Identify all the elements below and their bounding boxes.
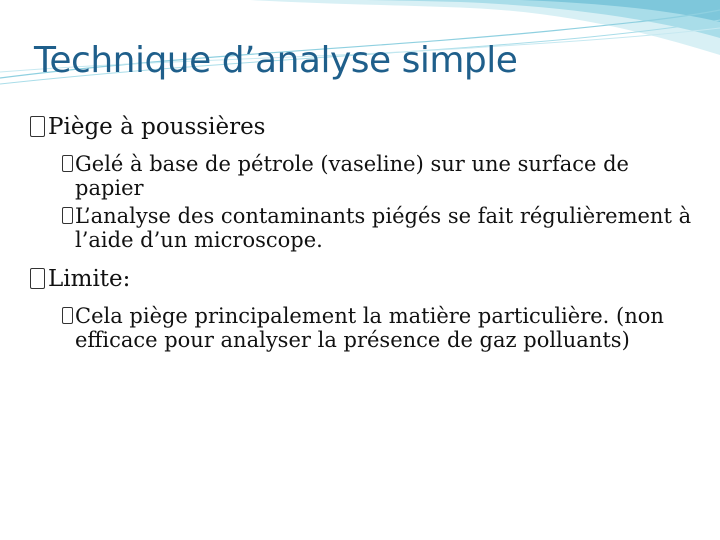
missing-glyph-box-icon (62, 155, 73, 172)
bullet-text: Limite: (48, 266, 131, 292)
missing-glyph-box-icon (30, 116, 45, 137)
bullet-limite (30, 264, 700, 294)
sub-bullet (62, 204, 700, 252)
missing-glyph-box-icon (62, 207, 73, 224)
sub-list (62, 304, 700, 352)
sub-list (62, 152, 700, 252)
sub-bullet-text: L’analyse des contaminants piégés se fait régulièrement à l’aide d’un microscope. (75, 204, 692, 252)
missing-glyph-box-icon (30, 268, 45, 289)
bullet-piege (30, 112, 700, 142)
sub-bullet (62, 304, 700, 352)
slide-body (30, 112, 700, 356)
bullet-text: Piège à poussières (48, 114, 266, 140)
sub-bullet-text: Gelé à base de pétrole (vaseline) sur une surface de papier (75, 152, 629, 200)
sub-bullet (62, 152, 700, 200)
missing-glyph-box-icon (62, 307, 73, 324)
sub-bullet-text: Cela piège principalement la matière particulière. (non efficace pour analyser la présence de gaz polluants) (75, 304, 664, 352)
slide-title: Technique d’analyse simple (34, 40, 518, 81)
